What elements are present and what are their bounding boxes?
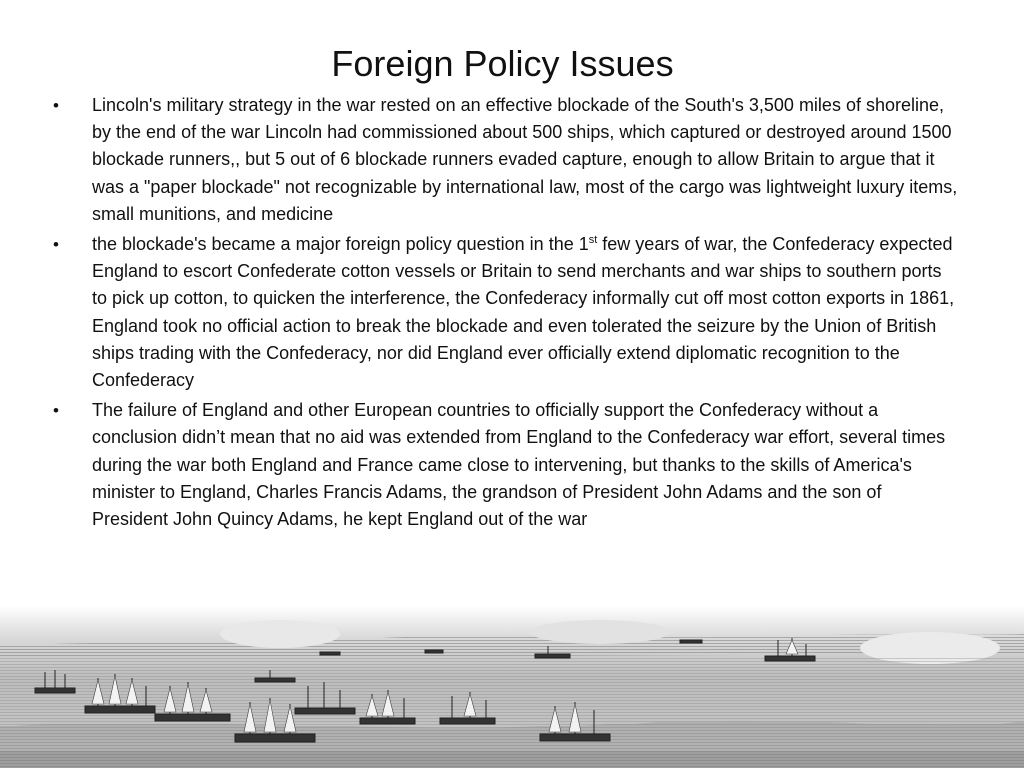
bullet-icon: • [53,401,59,421]
bullet-icon: • [53,235,59,255]
bullet-text [92,234,954,390]
slide-title: Foreign Policy Issues [331,43,674,84]
bullet-icon: • [53,96,59,115]
bullet-text: Lincoln's military strategy in the war rested on an effective blockade of the South's 3,500 miles of shoreline, by the end of the war Lincoln had commissioned about 500 ships, which captured or destroyed around 1500 blockade runners,, but 5 out of 6 blockade runners evaded capture, enough to allow Britain to argue that it was a "paper blockade" not recognizable by international law, most of the cargo was lightweight luxury items, small munitions, and medicine [92,95,958,224]
bullet-text: The failure of England and other European countries to officially support the Confederacy without a conclusion didn’t mean that no aid was extended from England to the Confederacy war effort, several times during the war both England and France came close to intervening, but thanks to the skills of America's minister to England, Charles Francis Adams, the grandson of President John Adams and the son of President John Quincy Adams, he kept England out of the war [92,400,946,530]
bullet-list [50,92,960,536]
bullet-item [50,231,960,394]
bullet-text-part: the blockade's became a major foreign policy question in the 1 [92,234,589,255]
bullet-item [50,397,960,533]
naval-blockade-engraving [0,606,1024,768]
ordinal-superscript: st [588,234,598,247]
bullet-item [50,92,960,228]
bullet-text-part: few years of war, the Confederacy expected England to escort Confederate cotton vessels or Britain to send merchants and war ships to southern ports to pick up cotton, to quicken the interference, the Confederacy informally cut off most cotton exports in 1861, England took no official action to break the blockade and even tolerated the seizure by the Union of British ships trading with the Confederacy, nor did England ever officially extend diplomatic recognition to the Confederacy [92,234,955,391]
